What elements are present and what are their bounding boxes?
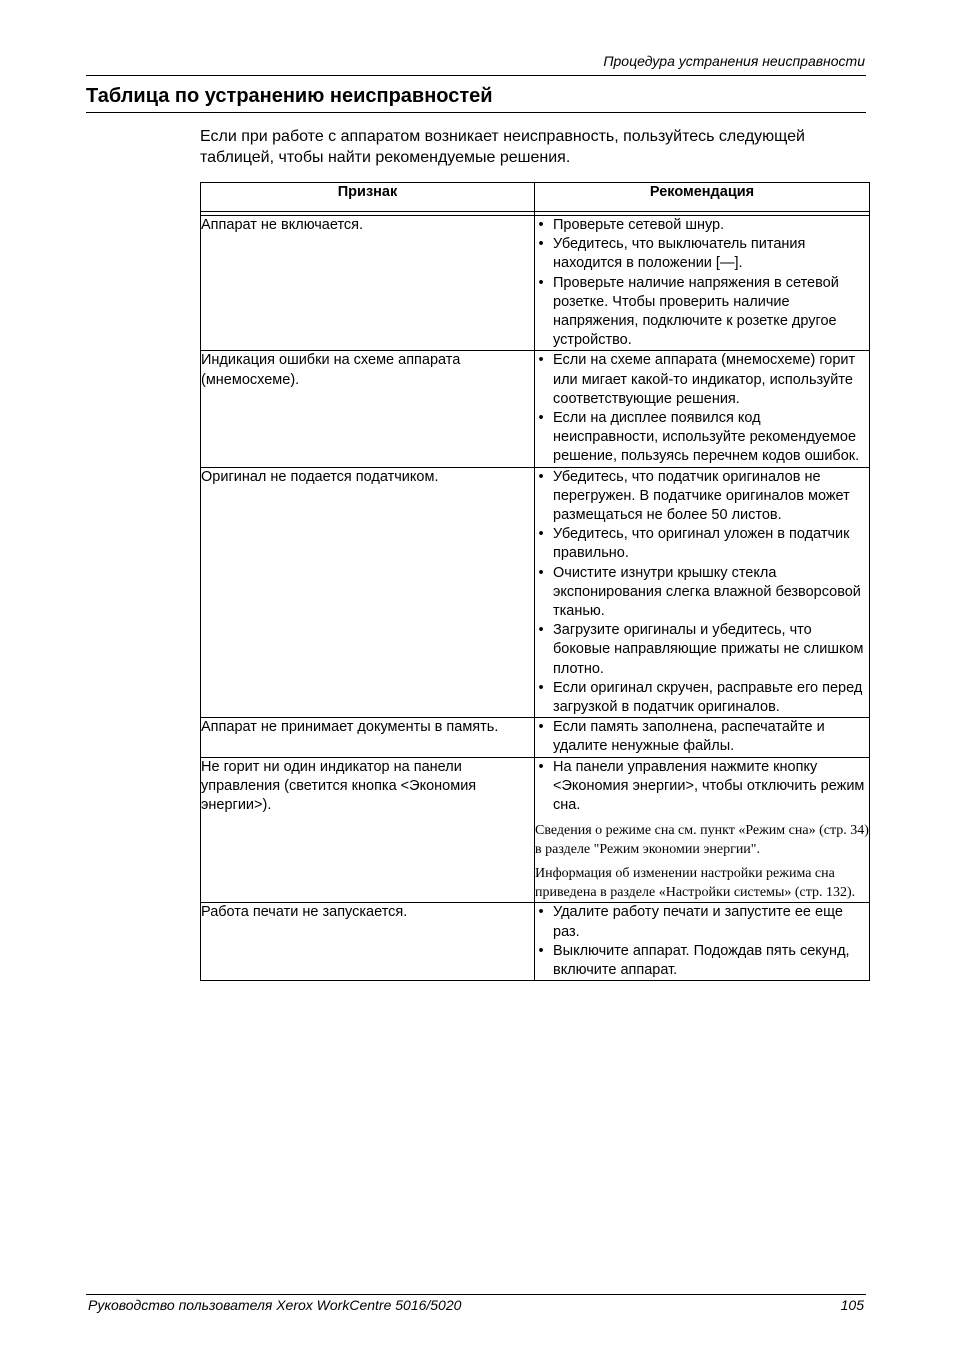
recommendation-list (535, 351, 869, 466)
bullet-icon: • (538, 719, 544, 736)
table-header-row (201, 183, 870, 212)
recommendation-text: Проверьте наличие напряжения в сетевой розетке. Чтобы проверить наличие напряжения, подключите к розетке другое устройство. (553, 274, 839, 349)
table-row (201, 757, 870, 903)
symptom-cell: Не горит ни один индикатор на панели управления (светится кнопка <Экономия энергии>). (201, 757, 535, 903)
symptom-cell: Работа печати не запускается. (201, 903, 535, 981)
reference-note: Сведения о режиме сна см. пункт «Режим сна» (стр. 34) в разделе "Режим экономии энергии". (535, 823, 869, 858)
header-rule (86, 75, 866, 76)
recommendation-list (535, 903, 869, 980)
recommendation-cell (535, 718, 870, 757)
symptom-cell: Аппарат не включается. (201, 216, 535, 351)
recommendation-cell (535, 903, 870, 981)
recommendation-text: Убедитесь, что податчик оригиналов не перегружен. В податчике оригиналов может размещаться не более 50 листов. (553, 468, 850, 524)
recommendation-text: Удалите работу печати и запустите ее еще раз. (553, 904, 843, 940)
recommendation-text: Проверьте сетевой шнур. (553, 217, 725, 233)
recommendation-text: На панели управления нажмите кнопку <Экономия энергии>, чтобы отключить режим сна. (553, 758, 865, 814)
recommendation-item (535, 621, 869, 679)
recommendation-list (535, 718, 869, 756)
page-number: 105 (840, 1297, 864, 1313)
bullet-icon: • (538, 274, 544, 291)
recommendation-cell (535, 757, 870, 903)
table-row (201, 216, 870, 351)
bullet-icon: • (538, 622, 544, 639)
symptom-cell: Индикация ошибки на схеме аппарата (мнемосхеме). (201, 351, 535, 467)
bullet-icon: • (538, 236, 544, 253)
recommendation-item (535, 216, 869, 235)
recommendation-item (535, 903, 869, 941)
symptom-cell: Аппарат не принимает документы в память. (201, 718, 535, 757)
recommendation-text: Если память заполнена, распечатайте и удалите ненужные файлы. (553, 719, 825, 755)
recommendation-text: Убедитесь, что выключатель питания находится в положении [—]. (553, 236, 806, 272)
recommendation-item (535, 718, 869, 756)
footer-rule (86, 1294, 866, 1295)
recommendation-cell (535, 216, 870, 351)
bullet-icon: • (538, 410, 544, 427)
bullet-icon: • (538, 526, 544, 543)
table-row (201, 467, 870, 718)
recommendation-list (535, 758, 869, 816)
column-header-symptom: Признак (201, 183, 535, 212)
recommendation-item (535, 409, 869, 467)
footer-title: Руководство пользователя Xerox WorkCentre 5016/5020 (88, 1297, 462, 1313)
bullet-icon: • (538, 468, 544, 485)
column-header-recommendation: Рекомендация (535, 183, 870, 212)
recommendation-item (535, 564, 869, 622)
bullet-icon: • (538, 942, 544, 959)
bullet-icon: • (538, 679, 544, 696)
intro-paragraph: Если при работе с аппаратом возникает неисправность, пользуйтесь следующей таблицей, чтобы найти рекомендуемые решения. (200, 128, 805, 166)
recommendation-item (535, 679, 869, 717)
recommendation-text: Загрузите оригиналы и убедитесь, что боковые направляющие прижаты не слишком плотно. (553, 622, 864, 677)
section-title: Таблица по устранению неисправностей (86, 85, 493, 107)
table-row (201, 351, 870, 467)
table-row (201, 718, 870, 757)
recommendation-item (535, 758, 869, 816)
recommendation-item (535, 468, 869, 526)
recommendation-cell (535, 351, 870, 467)
recommendation-text: Очистите изнутри крышку стекла экспонирования слегка влажной безворсовой тканью. (553, 564, 861, 620)
bullet-icon: • (538, 564, 544, 581)
recommendation-item (535, 351, 869, 409)
bullet-icon: • (538, 352, 544, 369)
recommendation-text: Если на дисплее появился код неисправности, используйте рекомендуемое решение, пользуясь перечнем кодов ошибок. (553, 410, 860, 465)
recommendation-item (535, 274, 869, 351)
recommendation-text: Если на схеме аппарата (мнемосхеме) горит или мигает какой-то индикатор, используйте соответствующие решения. (553, 352, 856, 407)
title-rule (86, 112, 866, 113)
bullet-icon: • (538, 217, 544, 233)
recommendation-item (535, 525, 869, 563)
bullet-icon: • (538, 904, 544, 921)
bullet-icon: • (538, 758, 544, 775)
recommendation-list (535, 468, 869, 718)
recommendation-item (535, 942, 869, 980)
troubleshooting-table (200, 182, 870, 981)
recommendation-text: Выключите аппарат. Подождав пять секунд, включите аппарат. (553, 942, 850, 978)
recommendation-item (535, 235, 869, 273)
reference-note: Информация об изменении настройки режима сна приведена в разделе «Настройки системы» (стр. 132). (535, 866, 856, 901)
table-row (201, 903, 870, 981)
recommendation-text: Убедитесь, что оригинал уложен в податчик правильно. (553, 526, 850, 562)
recommendation-cell (535, 467, 870, 718)
symptom-cell: Оригинал не подается податчиком. (201, 467, 535, 718)
recommendation-text: Если оригинал скручен, расправьте его перед загрузкой в податчик оригиналов. (553, 679, 863, 716)
recommendation-list (535, 216, 869, 350)
table-body (201, 216, 870, 981)
running-header: Процедура устранения неисправности (603, 53, 865, 69)
